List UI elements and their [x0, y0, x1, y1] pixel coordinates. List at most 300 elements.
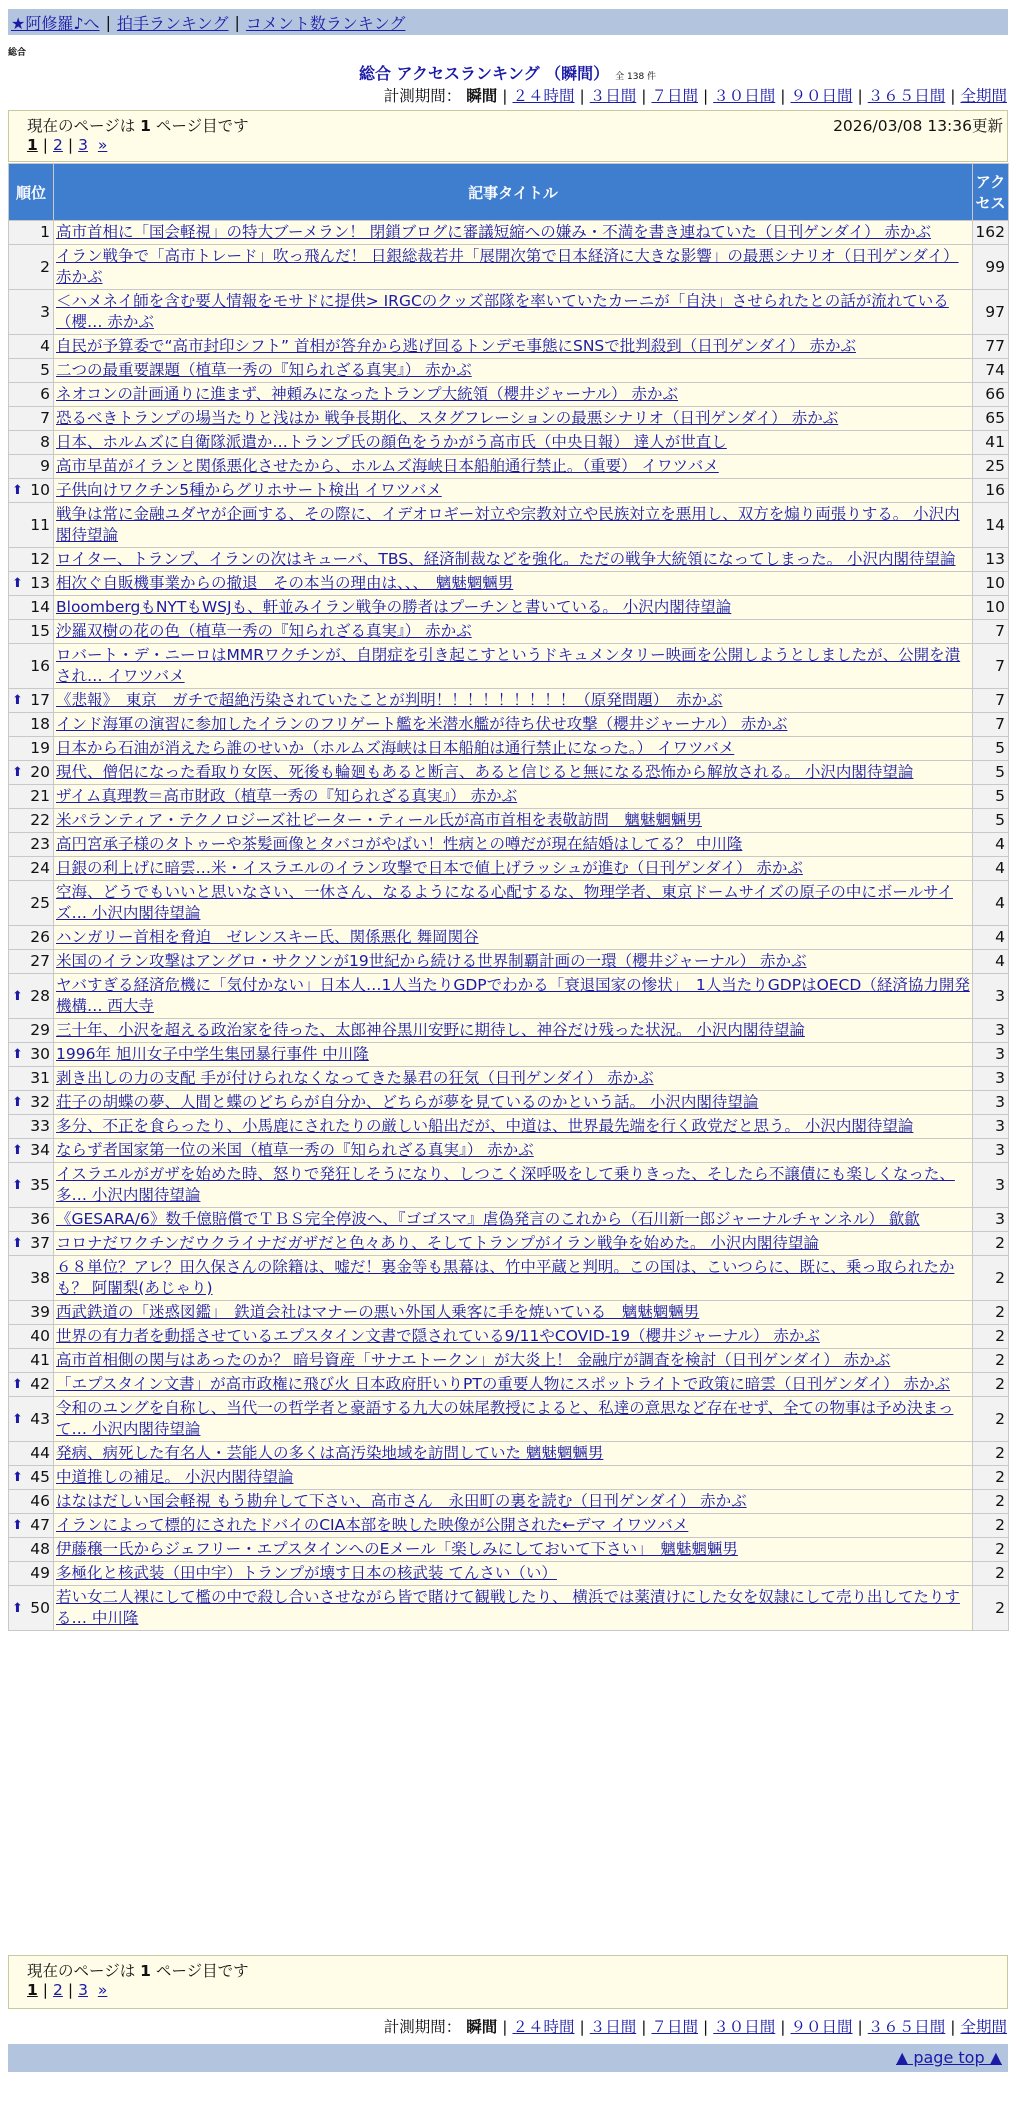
- rank-cell: [9, 713, 54, 737]
- rank-number: 38: [30, 1268, 50, 1287]
- article-link[interactable]: 現代、僧侶になった看取り女医、死後も輪廻もあると断言、あると信じると無になる恐怖から解放される。 小沢内閣待望論: [56, 763, 914, 781]
- rank-number: 43: [30, 1409, 50, 1428]
- title-cell: [54, 1442, 973, 1466]
- period-link-24h-bottom[interactable]: ２４時間: [512, 2018, 575, 2036]
- rank-number: 45: [30, 1468, 50, 1486]
- access-count: 13: [973, 548, 1009, 572]
- table-row: [9, 1115, 1009, 1139]
- title-cell: [54, 785, 973, 809]
- rank-cell: [9, 1490, 54, 1514]
- article-link[interactable]: 子供向けワクチン5種からグリホサート検出 イワツバメ: [56, 481, 442, 499]
- title-cell: [54, 1538, 973, 1562]
- article-link[interactable]: 《悲報》 東京 ガチで超絶汚染されていたことが判明！！！！！！！！！（原発問題） 赤かぶ: [56, 691, 723, 709]
- title-cell: [54, 926, 973, 950]
- access-count: 77: [973, 335, 1009, 359]
- rank-number: 19: [30, 739, 50, 757]
- title-cell: [54, 1325, 973, 1349]
- article-link[interactable]: 《GESARA/6》数千億賠償でＴＢＳ完全停波へ、『ゴゴスマ』虐偽発言のこれから（石川新一郎ジャーナルチャンネル） 歙歙: [56, 1210, 920, 1228]
- period-link-all-bottom[interactable]: 全期間: [960, 2018, 1007, 2036]
- rank-number: 10: [30, 481, 50, 499]
- rank-number: 29: [30, 1021, 50, 1039]
- article-link[interactable]: 高円宮承子様のタトゥーや茶髪画像とタバコがやばい！性病との噂だが現在結婚はしてる？ 中川隆: [56, 835, 743, 853]
- period-link-3d-bottom[interactable]: ３日間: [589, 2018, 637, 2036]
- table-row: [9, 737, 1009, 761]
- access-count: 2: [973, 1442, 1009, 1466]
- current-page-text: 現在のページは 1 ページ目です: [27, 117, 249, 135]
- page-link-3-bottom[interactable]: 3: [78, 1981, 89, 1999]
- article-link[interactable]: ６８単位？アレ？田久保さんの除籍は、嘘だ！裏金等も黒幕は、竹中平蔵と判明。この国は、こいつらに、既に、乗っ取られたかも？ 阿闍梨(あじゃり): [56, 1258, 955, 1297]
- rank-up-arrow-icon: ⬆: [12, 1236, 23, 1251]
- title-cell: [54, 1256, 973, 1301]
- rank-cell: [9, 245, 54, 290]
- title-cell: [54, 383, 973, 407]
- header-access: アクセス: [973, 164, 1009, 221]
- rank-cell: [9, 1067, 54, 1091]
- title-cell: [54, 1019, 973, 1043]
- table-row: [9, 335, 1009, 359]
- article-link[interactable]: 日銀の利上げに暗雲…米・イスラエルのイラン攻撃で日本で値上げラッシュが進む（日刊ゲンダイ） 赤かぶ: [56, 859, 803, 877]
- table-row: [9, 1586, 1009, 1631]
- rank-number: 47: [30, 1516, 50, 1534]
- table-row: [9, 1139, 1009, 1163]
- table-row: [9, 857, 1009, 881]
- rank-number: 7: [40, 409, 50, 427]
- title-cell: [54, 1115, 973, 1139]
- table-row: [9, 761, 1009, 785]
- table-row: [9, 503, 1009, 548]
- title-cell: [54, 1208, 973, 1232]
- access-count: 3: [973, 974, 1009, 1019]
- access-count: 2: [973, 1397, 1009, 1442]
- rank-cell: [9, 1349, 54, 1373]
- table-row: [9, 1349, 1009, 1373]
- table-row: [9, 1397, 1009, 1442]
- page-top-link[interactable]: ▲ page top ▲: [895, 2048, 1002, 2067]
- rank-up-arrow-icon: ⬆: [12, 1600, 23, 1616]
- table-row: [9, 881, 1009, 926]
- rank-cell: [9, 503, 54, 548]
- table-row: [9, 950, 1009, 974]
- rank-number: 42: [30, 1375, 50, 1393]
- table-row: [9, 926, 1009, 950]
- access-count: 3: [973, 1019, 1009, 1043]
- pagination-bottom: 1 | 2 | 3 »: [27, 1981, 108, 1999]
- rank-cell: [9, 1562, 54, 1586]
- table-row: [9, 620, 1009, 644]
- article-link[interactable]: 1996年 旭川女子中学生集団暴行事件 中川隆: [56, 1045, 369, 1063]
- access-count: 25: [973, 455, 1009, 479]
- rank-cell: [9, 335, 54, 359]
- title-cell: [54, 1373, 973, 1397]
- access-count: 16: [973, 479, 1009, 503]
- rank-number: 49: [30, 1564, 50, 1582]
- article-link[interactable]: 米パランティア・テクノロジーズ社ピーター・ティール氏が高市首相を表敬訪問 魑魅魍魎男: [56, 811, 702, 829]
- table-row: [9, 1208, 1009, 1232]
- article-link[interactable]: 中道推しの補足。 小沢内閣待望論: [56, 1468, 294, 1486]
- rank-cell: [9, 1301, 54, 1325]
- nav-link-asyura[interactable]: ★阿修羅♪へ: [11, 13, 100, 33]
- rank-number: 25: [30, 893, 50, 912]
- title-cell: [54, 1490, 973, 1514]
- title-cell: [54, 1466, 973, 1490]
- rank-cell: [9, 1208, 54, 1232]
- article-link[interactable]: 高市首相に「国会軽視」の特大ブーメラン！ 閉鎖ブログに審議短縮への嫌み・不満を書き連ねていた（日刊ゲンダイ） 赤かぶ: [56, 223, 931, 241]
- page-next-link-bottom[interactable]: »: [97, 1981, 108, 1999]
- table-row: [9, 1514, 1009, 1538]
- rank-number: 6: [40, 385, 50, 403]
- rank-number: 41: [30, 1351, 50, 1369]
- article-link[interactable]: 空海、どうでもいいと思いなさい、一休さん、なるようになる心配するな、物理学者、東京ドームサイズの原子の中にボールサイズ… 小沢内閣待望論: [56, 883, 953, 922]
- rank-cell: [9, 221, 54, 245]
- article-link[interactable]: ザイム真理教＝高市財政（植草一秀の『知られざる真実』） 赤かぶ: [56, 787, 518, 805]
- rank-number: 40: [30, 1327, 50, 1345]
- period-link-30d[interactable]: ３０日間: [713, 87, 776, 105]
- article-link[interactable]: 高市首相側の関与はあったのか？ 暗号資産「サナエトークン」が大炎上！ 金融庁が調査を検討（日刊ゲンダイ） 赤かぶ: [56, 1351, 891, 1369]
- article-link[interactable]: イランによって標的にされたドバイのCIA本部を映した映像が公開された←デマ イワツバメ: [56, 1516, 689, 1534]
- table-row: [9, 833, 1009, 857]
- article-link[interactable]: 二つの最重要課題（植草一秀の『知られざる真実』） 赤かぶ: [56, 361, 472, 379]
- article-link[interactable]: 米国のイラン攻撃はアングロ・サクソンが19世紀から続ける世界制覇計画の一環（櫻井ジャーナル） 赤かぶ: [56, 952, 807, 970]
- rank-number: 31: [30, 1069, 50, 1087]
- period-current: 瞬間: [466, 87, 498, 105]
- page-next-link[interactable]: »: [97, 136, 108, 154]
- article-link[interactable]: 日本から石油が消えたら誰のせいか（ホルムズ海峡は日本船舶は通行禁止になった。） イワツバメ: [56, 739, 735, 757]
- article-link[interactable]: 剥き出しの力の支配 手が付けられなくなってきた暴君の狂気（日刊ゲンダイ） 赤かぶ: [56, 1069, 654, 1087]
- nav-separator: |: [234, 12, 240, 32]
- article-link[interactable]: ロイター、トランプ、イランの次はキューバ、TBS、経済制裁などを強化。ただの戦争大統領になってしまった。 小沢内閣待望論: [56, 550, 956, 568]
- title-cell: [54, 1163, 973, 1208]
- period-link-7d-bottom[interactable]: ７日間: [651, 2018, 698, 2036]
- access-count: 2: [973, 1490, 1009, 1514]
- rank-number: 4: [40, 337, 50, 355]
- access-count: 3: [973, 1067, 1009, 1091]
- article-link[interactable]: ロバート・デ・ニーロはMMRワクチンが、自閉症を引き起こすというドキュメンタリー映画を公開しようとしましたが、公開を潰され… イワツバメ: [56, 646, 961, 685]
- rank-cell: [9, 1256, 54, 1301]
- article-link[interactable]: イラン戦争で「高市トレード」吹っ飛んだ！ 日銀総裁若井「展開次第で日本経済に大きな影響」の最悪シナリオ（日刊ゲンダイ） 赤かぶ: [56, 247, 959, 286]
- article-link[interactable]: 伊藤穣一氏からジェフリー・エプスタインへのEメール「楽しみにしておいて下さい」 魑魅魍魎男: [56, 1540, 738, 1558]
- title-cell: [54, 335, 973, 359]
- title-cell: [54, 290, 973, 335]
- article-link[interactable]: 戦争は常に金融ユダヤが企画する、その際に、イデオロギー対立や宗教対立や民族対立を悪用し、双方を煽り両張りする。 小沢内閣待望論: [56, 505, 960, 544]
- access-count: 66: [973, 383, 1009, 407]
- access-count: 4: [973, 926, 1009, 950]
- rank-cell: [9, 926, 54, 950]
- access-count: 7: [973, 689, 1009, 713]
- rank-cell: [9, 761, 54, 785]
- article-link[interactable]: コロナだワクチンだウクライナだガザだと色々あり、そしてトランプがイラン戦争を始めた。 小沢内閣待望論: [56, 1234, 819, 1252]
- rank-number: 26: [30, 928, 50, 946]
- rank-cell: [9, 974, 54, 1019]
- article-link[interactable]: 若い女二人裸にして檻の中で殺し合いさせながら皆で賭けて観戦したり、 横浜では薬漬けにした女を奴隷にして売り出してたりする… 中川隆: [56, 1588, 960, 1627]
- access-count: 162: [973, 221, 1009, 245]
- rank-number: 14: [30, 598, 50, 616]
- rank-number: 24: [30, 859, 50, 877]
- access-count: 97: [973, 290, 1009, 335]
- title-cell: [54, 809, 973, 833]
- rank-cell: [9, 1586, 54, 1631]
- nav-link-clap-ranking[interactable]: 拍手ランキング: [116, 13, 229, 33]
- table-row: [9, 713, 1009, 737]
- title-cell: [54, 1349, 973, 1373]
- access-count: 2: [973, 1466, 1009, 1490]
- top-nav-bar: [8, 9, 1008, 35]
- rank-number: 36: [30, 1210, 50, 1228]
- title-cell: [54, 359, 973, 383]
- table-row: [9, 1256, 1009, 1301]
- rank-cell: [9, 950, 54, 974]
- title-cell: [54, 596, 973, 620]
- rank-number: 35: [30, 1175, 50, 1194]
- page-link-2[interactable]: 2: [53, 136, 63, 154]
- article-link[interactable]: 沙羅双樹の花の色（植草一秀の『知られざる真実』） 赤かぶ: [56, 622, 472, 640]
- rank-cell: [9, 1019, 54, 1043]
- rank-number: 33: [30, 1117, 50, 1135]
- rank-cell: [9, 689, 54, 713]
- table-row: [9, 245, 1009, 290]
- period-selector-bottom: 計測期間： 瞬間 | ２４時間 | ３日間 | ７日間 | ３０日間 | ９０日間 | ３６５日間 | 全期間: [383, 2018, 1007, 2036]
- page-info-top: [8, 110, 1008, 162]
- title-cell: [54, 620, 973, 644]
- table-row: [9, 1043, 1009, 1067]
- rank-number: 12: [30, 550, 50, 568]
- rank-up-arrow-icon: ⬆: [12, 1177, 23, 1193]
- category-label: 総合: [8, 48, 27, 58]
- access-count: 2: [973, 1562, 1009, 1586]
- rank-number: 44: [30, 1444, 50, 1462]
- period-link-24h[interactable]: ２４時間: [512, 87, 575, 105]
- period-link-all[interactable]: 全期間: [960, 87, 1007, 105]
- rank-up-arrow-icon: ⬆: [12, 576, 23, 591]
- title-cell: [54, 644, 973, 689]
- header-rank: 順位: [9, 164, 54, 221]
- table-row: [9, 290, 1009, 335]
- title-cell: [54, 761, 973, 785]
- access-count: 3: [973, 1163, 1009, 1208]
- title-cell: [54, 1301, 973, 1325]
- title-cell: [54, 1043, 973, 1067]
- period-link-90d-bottom[interactable]: ９０日間: [790, 2018, 853, 2036]
- rank-number: 50: [30, 1598, 50, 1617]
- article-link[interactable]: 高市早苗がイランと関係悪化させたから、ホルムズ海峡日本船舶通行禁止。（重要） イワツバメ: [56, 457, 719, 475]
- title-cell: [54, 974, 973, 1019]
- access-count: 4: [973, 950, 1009, 974]
- rank-cell: [9, 737, 54, 761]
- article-link[interactable]: 自民が予算委で“高市封印シフト” 首相が答弁から逃げ回るトンデモ事態にSNSで批判殺到（日刊ゲンダイ） 赤かぶ: [56, 337, 856, 355]
- article-link[interactable]: インド海軍の演習に参加したイランのフリゲート艦を米潜水艦が待ち伏せ攻撃（櫻井ジャーナル） 赤かぶ: [56, 715, 788, 733]
- article-link[interactable]: ハンガリー首相を脅迫 ゼレンスキー氏、関係悪化 舞岡関谷: [56, 928, 479, 946]
- ranking-table: [8, 163, 1009, 1631]
- article-link[interactable]: 「エプスタイン文書」が高市政権に飛び火 日本政府肝いりPTの重要人物にスポットライトで政策に暗雲（日刊ゲンダイ） 赤かぶ: [56, 1375, 951, 1393]
- title-cell: [54, 881, 973, 926]
- period-selector-top: 計測期間： 瞬間 | ２４時間 | ３日間 | ７日間 | ３０日間 | ９０日間 | ３６５日間 | 全期間: [383, 87, 1007, 105]
- article-link[interactable]: ならず者国家第一位の米国（植草一秀の『知られざる真実』） 赤かぶ: [56, 1141, 534, 1159]
- article-link[interactable]: 三十年、小沢を超える政治家を待った、太郎神谷黒川安野に期待し、神谷だけ残った状況。 小沢内閣待望論: [56, 1021, 805, 1039]
- rank-cell: [9, 833, 54, 857]
- rank-number: 15: [30, 622, 50, 640]
- access-count: 2: [973, 1514, 1009, 1538]
- rank-number: 28: [30, 986, 50, 1005]
- title-cell: [54, 1397, 973, 1442]
- rank-up-arrow-icon: ⬆: [12, 1377, 23, 1392]
- rank-cell: [9, 479, 54, 503]
- article-link[interactable]: ヤバすぎる経済危機に「気付かない」日本人…1人当たりGDPでわかる「衰退国家の惨状」 1人当たりGDPはOECD（経済協力開発機構… 西大寺: [56, 976, 970, 1015]
- table-row: [9, 1232, 1009, 1256]
- period-link-7d[interactable]: ７日間: [651, 87, 698, 105]
- access-count: 3: [973, 1091, 1009, 1115]
- rank-number: 13: [30, 574, 50, 592]
- article-link[interactable]: はなはだしい国会軽視 もう勘弁して下さい、高市さん 永田町の裏を読む（日刊ゲンダイ） 赤かぶ: [56, 1492, 747, 1510]
- article-link[interactable]: BloombergもNYTもWSJも、軒並みイラン戦争の勝者はプーチンと書いている。 小沢内閣待望論: [56, 598, 732, 616]
- article-link[interactable]: 令和のユングを自称し、当代一の哲学者と豪語する九大の妹尾教授によると、私達の意思など存在せず、全ての物事は予め決まって… 小沢内閣待望論: [56, 1399, 954, 1438]
- access-count: 10: [973, 596, 1009, 620]
- title-cell: [54, 857, 973, 881]
- period-link-90d[interactable]: ９０日間: [790, 87, 853, 105]
- article-link[interactable]: 発病、病死した有名人・芸能人の多くは高汚染地域を訪問していた 魑魅魍魎男: [56, 1444, 604, 1462]
- article-link[interactable]: ネオコンの計画通りに進まず、神頼みになったトランプ大統領（櫻井ジャーナル） 赤かぶ: [56, 385, 678, 403]
- article-link[interactable]: 多極化と核武装（田中宇）トランプが壊す日本の核武装 てんさい（い）: [56, 1564, 557, 1582]
- table-row: [9, 1067, 1009, 1091]
- access-count: 65: [973, 407, 1009, 431]
- rank-up-arrow-icon: ⬆: [12, 483, 23, 498]
- access-count: 3: [973, 1208, 1009, 1232]
- table-row: [9, 572, 1009, 596]
- table-row: [9, 974, 1009, 1019]
- period-label: 計測期間：: [383, 87, 462, 105]
- title-cell: [54, 1232, 973, 1256]
- period-link-30d-bottom[interactable]: ３０日間: [713, 2018, 776, 2036]
- access-count: 2: [973, 1232, 1009, 1256]
- title-cell: [54, 431, 973, 455]
- page-current-bottom: 1: [27, 1981, 38, 1999]
- rank-cell: [9, 1514, 54, 1538]
- table-row: [9, 689, 1009, 713]
- table-row: [9, 383, 1009, 407]
- table-row: [9, 1490, 1009, 1514]
- access-count: 7: [973, 620, 1009, 644]
- article-link[interactable]: 多分、不正を食らったり、小馬鹿にされたりの厳しい船出だが、中道は、世界最先端を行く政党だと思う。 小沢内閣待望論: [56, 1117, 914, 1135]
- rank-number: 1: [40, 223, 50, 241]
- page-link-3[interactable]: 3: [78, 136, 89, 154]
- access-count: 2: [973, 1586, 1009, 1631]
- access-count: 2: [973, 1538, 1009, 1562]
- access-count: 7: [973, 713, 1009, 737]
- title-cell: [54, 548, 973, 572]
- rank-cell: [9, 881, 54, 926]
- period-link-365d-bottom[interactable]: ３６５日間: [867, 2018, 946, 2036]
- table-row: [9, 221, 1009, 245]
- rank-cell: [9, 1139, 54, 1163]
- rank-cell: [9, 785, 54, 809]
- rank-up-arrow-icon: ⬆: [12, 1047, 23, 1062]
- rank-cell: [9, 359, 54, 383]
- access-count: 99: [973, 245, 1009, 290]
- rank-up-arrow-icon: ⬆: [12, 1095, 23, 1110]
- table-row: [9, 1301, 1009, 1325]
- table-row: [9, 1538, 1009, 1562]
- rank-cell: [9, 809, 54, 833]
- period-link-3d[interactable]: ３日間: [589, 87, 637, 105]
- article-link[interactable]: 恐るべきトランプの場当たりと浅はか 戦争長期化、スタグフレーションの最悪シナリオ（日刊ゲンダイ） 赤かぶ: [56, 409, 839, 427]
- rank-cell: [9, 1043, 54, 1067]
- access-count: 2: [973, 1256, 1009, 1301]
- rank-cell: [9, 383, 54, 407]
- access-count: 4: [973, 857, 1009, 881]
- access-count: 2: [973, 1349, 1009, 1373]
- rank-cell: [9, 1466, 54, 1490]
- rank-cell: [9, 290, 54, 335]
- page-current: 1: [27, 136, 38, 154]
- rank-number: 18: [30, 715, 50, 733]
- access-count: 4: [973, 881, 1009, 926]
- rank-cell: [9, 1538, 54, 1562]
- title-cell: [54, 221, 973, 245]
- article-link[interactable]: ＜ハメネイ師を含む要人情報をモサドに提供> IRGCのクッズ部隊を率いていたカーニが「自決」させられたとの話が流れている（櫻… 赤かぶ: [56, 292, 949, 331]
- access-count: 2: [973, 1373, 1009, 1397]
- article-link[interactable]: 日本、ホルムズに自衛隊派遣か…トランプ氏の顔色をうかがう高市氏（中央日報） 達人が世直し: [56, 433, 727, 451]
- access-count: 2: [973, 1325, 1009, 1349]
- article-link[interactable]: 荘子の胡蝶の夢、人間と蝶のどちらが自分か、どちらが夢を見ているのかという話。 小沢内閣待望論: [56, 1093, 759, 1111]
- rank-cell: [9, 455, 54, 479]
- total-count: 全 138 件: [615, 72, 657, 82]
- article-link[interactable]: 世界の有力者を動揺させているエプスタイン文書で隠されている9/11やCOVID-19（櫻井ジャーナル） 赤かぶ: [56, 1327, 820, 1345]
- rank-cell: [9, 1163, 54, 1208]
- table-row: [9, 1019, 1009, 1043]
- title-cell: [54, 950, 973, 974]
- article-link[interactable]: イスラエルがガザを始めた時、怒りで発狂しそうになり、しつこく深呼吸をして乗りきった、そしたら不譲債にも楽しくなった、多… 小沢内閣待望論: [56, 1165, 955, 1204]
- rank-cell: [9, 548, 54, 572]
- rank-up-arrow-icon: ⬆: [12, 1143, 23, 1158]
- rank-number: 21: [30, 787, 50, 805]
- access-count: 74: [973, 359, 1009, 383]
- access-count: 5: [973, 737, 1009, 761]
- table-row: [9, 1562, 1009, 1586]
- rank-cell: [9, 1373, 54, 1397]
- article-link[interactable]: 西武鉄道の「迷惑図鑑」 鉄道会社はマナーの悪い外国人乗客に手を焼いている 魑魅魍魎男: [56, 1303, 700, 1321]
- page-link-2-bottom[interactable]: 2: [53, 1981, 63, 1999]
- title-cell: [54, 455, 973, 479]
- page-info-bottom: [8, 1955, 1008, 2009]
- rank-number: 20: [30, 763, 50, 781]
- title-cell: [54, 1514, 973, 1538]
- rank-cell: [9, 596, 54, 620]
- period-link-365d[interactable]: ３６５日間: [867, 87, 946, 105]
- table-row: [9, 407, 1009, 431]
- pagination-top: 1 | 2 | 3 »: [27, 136, 108, 154]
- access-count: 5: [973, 785, 1009, 809]
- access-count: 10: [973, 572, 1009, 596]
- table-row: [9, 1442, 1009, 1466]
- nav-link-comment-ranking[interactable]: コメント数ランキング: [245, 13, 406, 33]
- rank-number: 16: [30, 656, 50, 675]
- title-cell: [54, 479, 973, 503]
- rank-number: 23: [30, 835, 50, 853]
- table-row: [9, 548, 1009, 572]
- table-row: [9, 1325, 1009, 1349]
- title-cell: [54, 1139, 973, 1163]
- access-count: 5: [973, 761, 1009, 785]
- rank-number: 37: [30, 1234, 50, 1252]
- title-cell: [54, 407, 973, 431]
- access-count: 14: [973, 503, 1009, 548]
- article-link[interactable]: 相次ぐ自販機事業からの撤退 その本当の理由は、、、 魑魅魍魎男: [56, 574, 514, 592]
- rank-number: 48: [30, 1540, 50, 1558]
- rank-cell: [9, 644, 54, 689]
- rank-up-arrow-icon: ⬆: [12, 1411, 23, 1427]
- table-row: [9, 1466, 1009, 1490]
- access-count: 3: [973, 1115, 1009, 1139]
- table-row: [9, 596, 1009, 620]
- access-count: 2: [973, 1301, 1009, 1325]
